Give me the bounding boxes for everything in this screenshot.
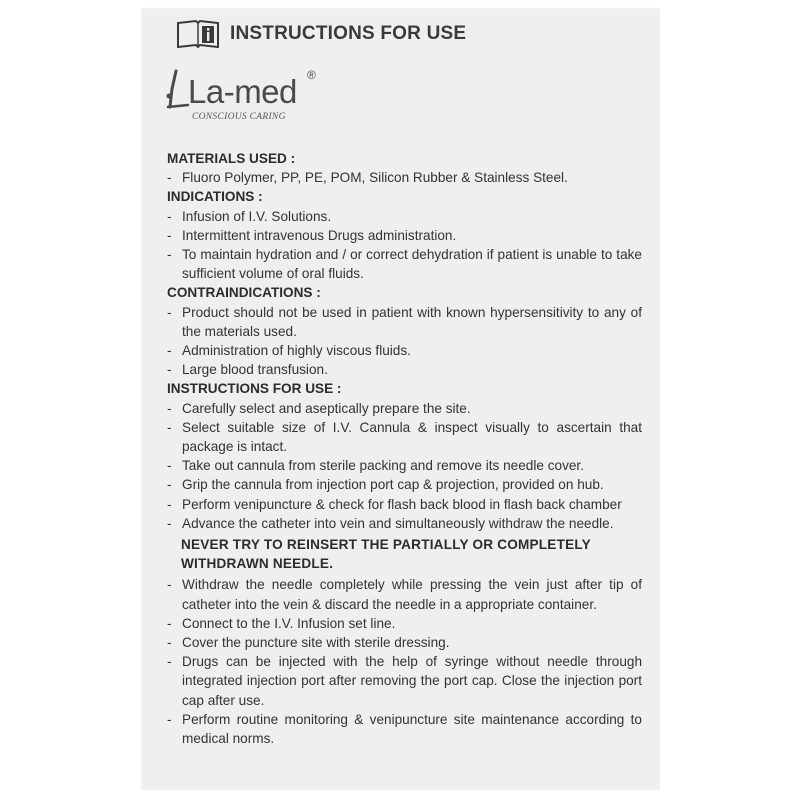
bullet-dash: -: [167, 400, 172, 416]
list-item: [167, 341, 642, 360]
list-item-text: Withdraw the needle completely while pressing the vein just after tip of catheter into the vein & discard the needle in a appropriate container.: [182, 577, 642, 612]
list-item-text: Cover the puncture site with sterile dressing.: [182, 635, 450, 651]
list-item-text: Large blood transfusion.: [182, 362, 328, 378]
list-item: [167, 475, 642, 494]
bullet-dash: -: [167, 343, 172, 359]
list-item-text: Infusion of I.V. Solutions.: [182, 208, 332, 224]
info-book-icon: [176, 19, 220, 49]
bullet-dash: -: [167, 419, 172, 435]
logo-tagline: CONSCIOUS CARING: [192, 112, 286, 122]
list-item: [167, 418, 642, 456]
list-item: [167, 575, 642, 613]
bullet-dash: -: [167, 496, 172, 512]
list-item-text: Drugs can be injected with the help of syringe without needle through integrated injection port after removing the port cap. Close the injection port cap after use.: [182, 654, 642, 708]
bullet-dash: -: [167, 247, 172, 263]
page-title: INSTRUCTIONS FOR USE: [230, 23, 467, 44]
list-item-text: To maintain hydration and / or correct dehydration if patient is unable to take sufficient volume of oral fluids.: [182, 247, 642, 282]
list-item: [167, 245, 642, 283]
list-item: [167, 207, 642, 226]
bullet-dash: -: [167, 304, 172, 320]
logo-name: La-med: [188, 73, 297, 110]
list-item-text: Advance the catheter into vein and simultaneously withdraw the needle.: [182, 515, 614, 531]
list-item-text: Take out cannula from sterile packing and remove its needle cover.: [182, 458, 584, 474]
bullet-dash: -: [167, 227, 172, 243]
bullet-dash: -: [167, 654, 172, 670]
list-item: [167, 633, 642, 652]
bullet-dash: -: [167, 362, 172, 378]
materials-section: [167, 149, 642, 187]
list-item: [167, 710, 642, 748]
warning-text: NEVER TRY TO REINSERT THE PARTIALLY OR COMPLETELY WITHDRAWN NEEDLE.: [181, 537, 591, 572]
list-item: [167, 614, 642, 633]
list-item-text: Perform routine monitoring & venipuncture site maintenance according to medical norms.: [182, 711, 642, 747]
section-heading: INDICATIONS :: [167, 189, 263, 205]
bullet-dash: -: [167, 635, 172, 651]
list-item: [167, 226, 642, 245]
list-item: [167, 303, 642, 341]
bullet-dash: -: [167, 208, 172, 224]
brand-logo: [162, 63, 382, 133]
list-item: [167, 514, 642, 533]
instructions-section: [167, 379, 642, 748]
section-heading: INSTRUCTIONS FOR USE :: [167, 381, 342, 397]
bullet-dash: -: [167, 477, 172, 493]
bullet-dash: -: [167, 711, 172, 727]
section-heading: MATERIALS USED :: [167, 151, 296, 166]
list-item: [167, 495, 642, 514]
list-item: [167, 456, 642, 475]
list-item-text: Fluoro Polymer, PP, PE, POM, Silicon Rubber & Stainless Steel.: [182, 170, 568, 186]
leaflet-header: [176, 19, 466, 49]
section-heading: CONTRAINDICATIONS :: [167, 285, 321, 301]
list-item: [167, 168, 642, 187]
list-item-text: Select suitable size of I.V. Cannula & inspect visually to ascertain that package is intact.: [182, 419, 642, 455]
list-item-text: Grip the cannula from injection port cap & projection, provided on hub.: [182, 477, 604, 493]
list-item-text: Intermittent intravenous Drugs administration.: [182, 227, 457, 243]
list-item: [167, 360, 642, 379]
instruction-leaflet: [142, 9, 659, 789]
leaflet-content: [167, 149, 642, 748]
registered-mark: ®: [307, 68, 316, 82]
bullet-dash: -: [167, 170, 172, 186]
list-item: [167, 652, 642, 710]
indications-section: [167, 187, 642, 283]
list-item-text: Connect to the I.V. Infusion set line.: [182, 615, 396, 631]
list-item: [167, 399, 642, 418]
bullet-dash: -: [167, 458, 172, 474]
bullet-dash: -: [167, 515, 172, 531]
list-item-text: Product should not be used in patient with known hypersensitivity to any of the materials used.: [182, 304, 642, 339]
list-item-text: Carefully select and aseptically prepare the site.: [182, 400, 471, 416]
bullet-dash: -: [167, 577, 172, 593]
list-item-text: Perform venipuncture & check for flash back blood in flash back chamber: [182, 496, 622, 512]
contraindications-section: [167, 283, 642, 379]
bullet-dash: -: [167, 615, 172, 631]
list-item-text: Administration of highly viscous fluids.: [182, 343, 411, 359]
